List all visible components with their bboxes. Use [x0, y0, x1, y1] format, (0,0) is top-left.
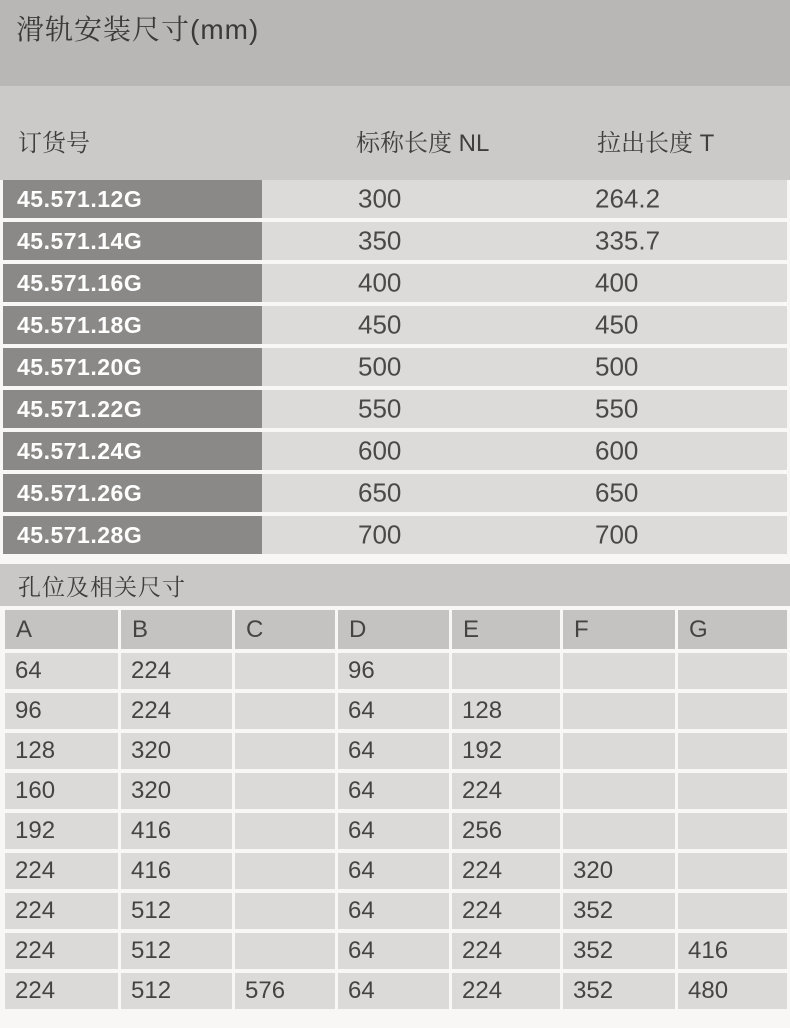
hole-table-cell: 64 — [338, 933, 449, 969]
hole-table-cell: 320 — [121, 733, 232, 769]
spec-table-row — [3, 390, 787, 428]
hole-table-cell — [235, 653, 335, 689]
pull-length-value: 335.7 — [595, 225, 661, 256]
hole-table-cell: 224 — [5, 933, 118, 969]
hole-table-cell — [235, 813, 335, 849]
length-values-cell — [262, 222, 787, 260]
spec-table-row — [3, 222, 787, 260]
hole-table-cell — [235, 933, 335, 969]
spec-table-header — [0, 86, 790, 180]
length-values-cell — [262, 348, 787, 386]
length-values-cell — [262, 432, 787, 470]
hole-table-column-header-d: D — [338, 610, 449, 649]
hole-table-cell: 352 — [563, 973, 675, 1009]
order-number-cell: 45.571.22G — [3, 390, 262, 428]
spec-table-row — [3, 306, 787, 344]
hole-table-cell: 224 — [452, 933, 560, 969]
hole-table-cell: 352 — [563, 893, 675, 929]
title-bar — [0, 0, 790, 86]
hole-table-cell: 224 — [452, 853, 560, 889]
hole-table-cell: 224 — [452, 893, 560, 929]
hole-table-cell: 128 — [5, 733, 118, 769]
hole-table-cell — [563, 653, 675, 689]
hole-table-cell: 576 — [235, 973, 335, 1009]
hole-table-cell — [235, 773, 335, 809]
page-title: 滑轨安装尺寸(mm) — [16, 14, 260, 45]
pull-length-header: 拉出长度 T — [597, 130, 715, 157]
hole-table-cell: 224 — [121, 653, 232, 689]
hole-table-cell — [235, 853, 335, 889]
hole-table-cell: 512 — [121, 973, 232, 1009]
hole-table-column-header-f: F — [563, 610, 675, 649]
hole-table-cell: 224 — [5, 853, 118, 889]
hole-table-cell — [235, 693, 335, 729]
order-number-cell: 45.571.20G — [3, 348, 262, 386]
hole-table-cell: 224 — [121, 693, 232, 729]
spec-table-body — [0, 180, 790, 554]
hole-table-cell — [235, 733, 335, 769]
hole-table-cell — [678, 733, 787, 769]
hole-table-cell — [678, 653, 787, 689]
hole-table — [5, 610, 787, 1009]
hole-table-cell — [678, 853, 787, 889]
order-number-cell: 45.571.24G — [3, 432, 262, 470]
spec-table-row — [3, 474, 787, 512]
spec-table-row — [3, 432, 787, 470]
order-number-header: 订货号 — [18, 130, 90, 157]
order-number-cell: 45.571.18G — [3, 306, 262, 344]
hole-table-column-header-g: G — [678, 610, 787, 649]
hole-table-cell: 224 — [5, 973, 118, 1009]
spec-table-row — [3, 180, 787, 218]
hole-table-cell: 480 — [678, 973, 787, 1009]
hole-table-cell — [678, 893, 787, 929]
order-number-cell: 45.571.14G — [3, 222, 262, 260]
hole-table-cell — [678, 693, 787, 729]
nominal-length-value: 500 — [358, 351, 402, 382]
hole-table-title: 孔位及相关尺寸 — [18, 573, 186, 600]
length-values-cell — [262, 180, 787, 218]
hole-table-column-header-b: B — [121, 610, 232, 649]
nominal-length-value: 350 — [358, 225, 402, 256]
hole-table-cell: 320 — [121, 773, 232, 809]
nominal-length-value: 400 — [358, 267, 402, 298]
hole-table-cell: 224 — [452, 973, 560, 1009]
spec-table-row — [3, 516, 787, 554]
hole-table-cell — [452, 653, 560, 689]
hole-table-cell: 64 — [5, 653, 118, 689]
hole-table-cell — [563, 733, 675, 769]
pull-length-value: 450 — [595, 309, 639, 340]
nominal-length-value: 600 — [358, 435, 402, 466]
hole-table-cell: 64 — [338, 733, 449, 769]
hole-table-cell: 64 — [338, 853, 449, 889]
hole-table-cell: 224 — [5, 893, 118, 929]
hole-table-cell: 64 — [338, 813, 449, 849]
hole-table-cell: 64 — [338, 893, 449, 929]
nominal-length-value: 450 — [358, 309, 402, 340]
order-number-cell: 45.571.28G — [3, 516, 262, 554]
length-values-cell — [262, 516, 787, 554]
hole-table-cell: 512 — [121, 893, 232, 929]
nominal-length-header: 标称长度 NL — [356, 130, 490, 157]
hole-table-cell — [563, 693, 675, 729]
hole-table-cell: 160 — [5, 773, 118, 809]
pull-length-value: 400 — [595, 267, 639, 298]
hole-table-cell — [563, 773, 675, 809]
hole-table-cell: 352 — [563, 933, 675, 969]
hole-table-cell: 128 — [452, 693, 560, 729]
hole-table-cell: 192 — [452, 733, 560, 769]
order-number-cell: 45.571.16G — [3, 264, 262, 302]
hole-table-cell: 64 — [338, 773, 449, 809]
hole-table-cell: 416 — [678, 933, 787, 969]
hole-table-cell — [563, 813, 675, 849]
hole-table-cell: 192 — [5, 813, 118, 849]
nominal-length-value: 550 — [358, 393, 402, 424]
length-values-cell — [262, 474, 787, 512]
order-number-cell: 45.571.12G — [3, 180, 262, 218]
nominal-length-value: 650 — [358, 477, 402, 508]
length-values-cell — [262, 264, 787, 302]
hole-table-cell: 256 — [452, 813, 560, 849]
hole-table-cell — [678, 813, 787, 849]
hole-table-column-header-c: C — [235, 610, 335, 649]
hole-table-cell — [235, 893, 335, 929]
pull-length-value: 550 — [595, 393, 639, 424]
order-number-cell: 45.571.26G — [3, 474, 262, 512]
pull-length-value: 264.2 — [595, 183, 661, 214]
hole-table-column-header-a: A — [5, 610, 118, 649]
hole-table-cell: 96 — [338, 653, 449, 689]
nominal-length-value: 300 — [358, 183, 402, 214]
pull-length-value: 500 — [595, 351, 639, 382]
hole-table-cell: 224 — [452, 773, 560, 809]
pull-length-value: 600 — [595, 435, 639, 466]
pull-length-value: 700 — [595, 519, 639, 550]
hole-table-cell: 64 — [338, 973, 449, 1009]
hole-table-cell: 416 — [121, 853, 232, 889]
pull-length-value: 650 — [595, 477, 639, 508]
spec-table-row — [3, 264, 787, 302]
hole-table-title-bar — [0, 564, 790, 606]
hole-table-cell: 96 — [5, 693, 118, 729]
hole-table-cell: 416 — [121, 813, 232, 849]
hole-table-column-header-e: E — [452, 610, 560, 649]
spec-table-row — [3, 348, 787, 386]
length-values-cell — [262, 390, 787, 428]
hole-table-cell: 64 — [338, 693, 449, 729]
nominal-length-value: 700 — [358, 519, 402, 550]
hole-table-cell — [678, 773, 787, 809]
hole-table-cell: 512 — [121, 933, 232, 969]
length-values-cell — [262, 306, 787, 344]
hole-table-cell: 320 — [563, 853, 675, 889]
